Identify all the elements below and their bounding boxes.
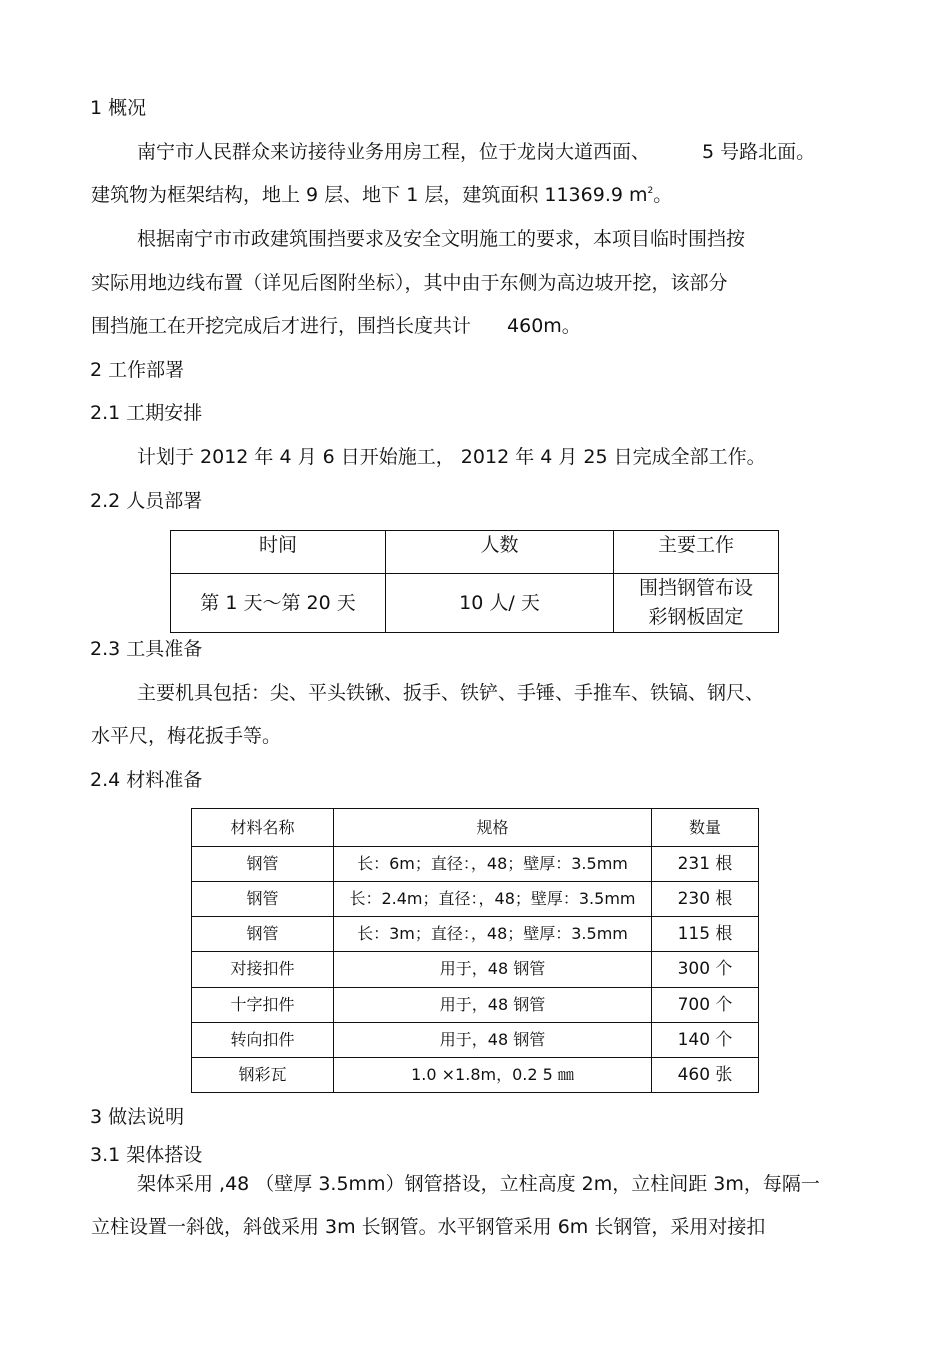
table-row	[192, 882, 759, 917]
material-cell-qty: 700 个	[652, 987, 759, 1022]
material-table-header-row	[192, 809, 759, 847]
section-1-heading: 1 概况	[90, 97, 147, 119]
para-1-line-2-text: 建筑物为框架结构，地上 9 层、地下 1 层，建筑面积 11369.9 m	[91, 184, 648, 206]
section-1-para-2-line-3	[91, 314, 581, 338]
material-cell-qty: 300 个	[652, 952, 759, 987]
section-1-para-1-line-1	[137, 140, 815, 164]
table-row	[192, 1057, 759, 1092]
superscript-2: 2	[647, 186, 654, 196]
para-2-line-3-text-b: 460m。	[507, 315, 581, 337]
material-header-name: 材料名称	[192, 809, 334, 847]
section-3-1-heading: 3.1 架体搭设	[90, 1144, 203, 1166]
section-1-para-2-line-2: 实际用地边线布置（详见后图附坐标），其中由于东侧为高边坡开挖，该部分	[91, 272, 728, 294]
material-cell-spec: 1.0 ×1.8m，0.2 5 ㎜	[334, 1057, 652, 1092]
section-1-para-2-line-1: 根据南宁市市政建筑围挡要求及安全文明施工的要求，本项目临时围挡按	[137, 228, 746, 250]
staff-header-time: 时间	[171, 531, 386, 574]
table-row	[192, 987, 759, 1022]
section-3-1-line-1: 架体采用 ,48 （壁厚 3.5mm）钢管搭设，立柱高度 2m，立柱间距 3m，每隔一	[137, 1173, 820, 1195]
table-row	[192, 1022, 759, 1057]
material-cell-qty: 115 根	[652, 917, 759, 952]
staff-cell-people: 10 人/ 天	[386, 574, 614, 633]
section-2-4-heading: 2.4 材料准备	[90, 769, 203, 791]
staff-table	[170, 530, 779, 633]
material-cell-spec: 用于，48 钢管	[334, 952, 652, 987]
section-3-1-line-2: 立柱设置一斜戗，斜戗采用 3m 长钢管。水平钢管采用 6m 长钢管，采用对接扣	[91, 1216, 766, 1238]
material-cell-spec: 用于，48 钢管	[334, 987, 652, 1022]
material-cell-qty: 140 个	[652, 1022, 759, 1057]
para-1-line-1-text-b: 5 号路北面。	[702, 141, 816, 163]
section-1-para-1-line-2	[91, 183, 672, 207]
staff-cell-work	[614, 574, 779, 633]
section-2-2-heading: 2.2 人员部署	[90, 490, 203, 512]
section-3-heading: 3 做法说明	[90, 1106, 185, 1128]
section-2-3-line-1: 主要机具包括：尖、平头铁锹、扳手、铁铲、手锤、手推车、铁镐、钢尺、	[137, 682, 765, 704]
material-cell-spec: 长：3m；直径：，48；壁厚：3.5mm	[334, 917, 652, 952]
staff-work-line-1: 围挡钢管布设	[638, 577, 753, 599]
material-cell-name: 钢管	[192, 882, 334, 917]
para-1-line-2-end: 。	[653, 184, 673, 206]
section-2-3-line-2: 水平尺，梅花扳手等。	[91, 725, 282, 747]
table-row	[192, 952, 759, 987]
table-row	[192, 847, 759, 882]
material-cell-qty: 230 根	[652, 882, 759, 917]
table-row	[192, 917, 759, 952]
material-cell-spec: 长：6m；直径：，48；壁厚：3.5mm	[334, 847, 652, 882]
section-2-1-heading: 2.1 工期安排	[90, 402, 203, 424]
section-2-heading: 2 工作部署	[90, 359, 185, 381]
para-2-line-3-text-a: 围挡施工在开挖完成后才进行，围挡长度共计	[91, 315, 472, 337]
material-cell-name: 钢管	[192, 847, 334, 882]
staff-work-line-2: 彩钢板固定	[648, 606, 744, 628]
staff-header-work: 主要工作	[614, 531, 779, 574]
material-cell-name: 钢彩瓦	[192, 1057, 334, 1092]
material-cell-name: 转向扣件	[192, 1022, 334, 1057]
material-cell-name: 对接扣件	[192, 952, 334, 987]
section-2-1-text: 计划于 2012 年 4 月 6 日开始施工， 2012 年 4 月 25 日完成全部工作。	[137, 446, 766, 468]
staff-cell-time: 第 1 天～第 20 天	[171, 574, 386, 633]
para-1-line-1-text-a: 南宁市人民群众来访接待业务用房工程，位于龙岗大道西面、	[137, 141, 651, 163]
material-cell-spec: 用于，48 钢管	[334, 1022, 652, 1057]
material-header-spec: 规格	[334, 809, 652, 847]
staff-table-row	[171, 574, 779, 633]
material-cell-qty: 231 根	[652, 847, 759, 882]
staff-header-people: 人数	[386, 531, 614, 574]
material-cell-qty: 460 张	[652, 1057, 759, 1092]
section-2-3-heading: 2.3 工具准备	[90, 638, 203, 660]
staff-table-header-row	[171, 531, 779, 574]
material-table	[191, 808, 759, 1093]
material-cell-name: 钢管	[192, 917, 334, 952]
material-cell-spec: 长：2.4m；直径：，48；壁厚：3.5mm	[334, 882, 652, 917]
material-header-qty: 数量	[652, 809, 759, 847]
material-cell-name: 十字扣件	[192, 987, 334, 1022]
